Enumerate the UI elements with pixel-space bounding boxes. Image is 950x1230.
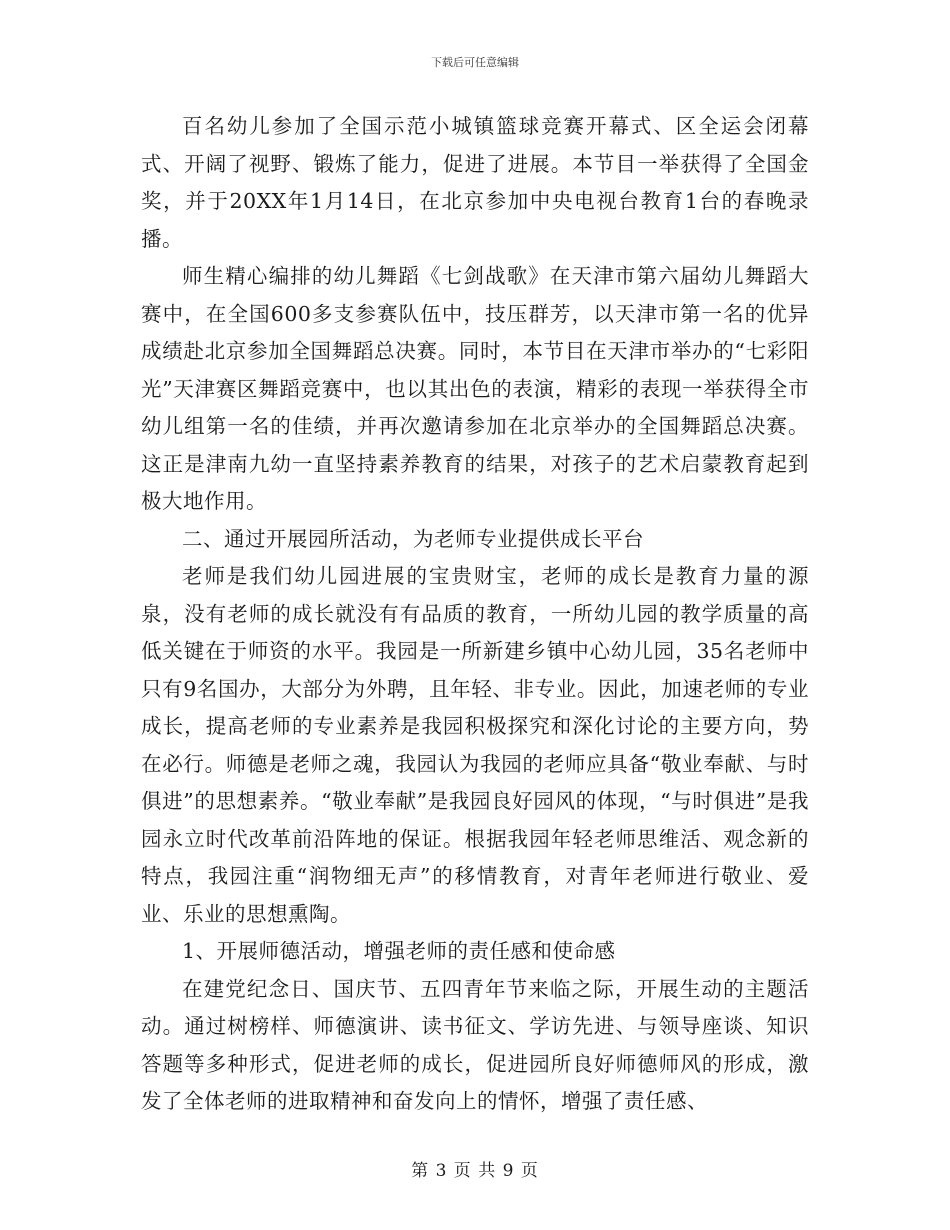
section-heading-2: 二、通过开展园所活动，为老师专业提供成长平台 <box>182 526 644 551</box>
subsection-heading-1: 1、开展师德活动，增强老师的责任感和使命感 <box>182 939 616 963</box>
paragraph-4: 在建党纪念日、国庆节、五四青年节来临之际，开展生动的主题活动。通过树榜样、师德演讲、读书征文、学访先进、与领导座谈、知识答题等多种形式，促进老师的成长，促进园所良好师德师风的形成，激发了全体老师的进取精神和奋发向上的情怀，增强了责任感、 <box>141 976 809 1113</box>
header-note: 下载后可任意编辑 <box>431 56 519 69</box>
body-text <box>141 108 809 1121</box>
page-number: 第 3 页 共 9 页 <box>411 1161 539 1181</box>
paragraph-1: 百名幼儿参加了全国示范小城镇篮球竞赛开幕式、区全运会闭幕式、开阔了视野、锻炼了能力，促进了进展。本节目一举获得了全国金奖，并于20XX年1月14日，在北京参加中央电视台教育1台的春晚录播。 <box>141 114 809 251</box>
paragraph-3: 老师是我们幼儿园进展的宝贵财宝，老师的成长是教育力量的源泉，没有老师的成长就没有有品质的教育，一所幼儿园的教学质量的高低关键在于师资的水平。我园是一所新建乡镇中心幼儿园，35名老师中只有9名国办，大部分为外聘，且年轻、非专业。因此，加速老师的专业成长，提高老师的专业素养是我园积极探究和深化讨论的主要方向，势在必行。师德是老师之魂，我园认为我园的老师应具备“敬业奉献、与时俱进”的思想素养。“敬业奉献”是我园良好园风的体现，“与时俱进”是我园永立时代改革前沿阵地的保证。根据我园年轻老师思维活、观念新的特点，我园注重“润物细无声”的移情教育，对青年老师进行敬业、爱业、乐业的思想熏陶。 <box>141 564 809 926</box>
paragraph-2: 师生精心编排的幼儿舞蹈《七剑战歌》在天津市第六届幼儿舞蹈大赛中，在全国600多支参赛队伍中，技压群芳，以天津市第一名的优异成绩赴北京参加全国舞蹈总决赛。同时，本节目在天津市举办的“七彩阳光”天津赛区舞蹈竞赛中，也以其出色的表演，精彩的表现一举获得全市幼儿组第一名的佳绩，并再次邀请参加在北京举办的全国舞蹈总决赛。这正是津南九幼一直坚持素养教育的结果，对孩子的艺术启蒙教育起到极大地作用。 <box>141 264 809 513</box>
